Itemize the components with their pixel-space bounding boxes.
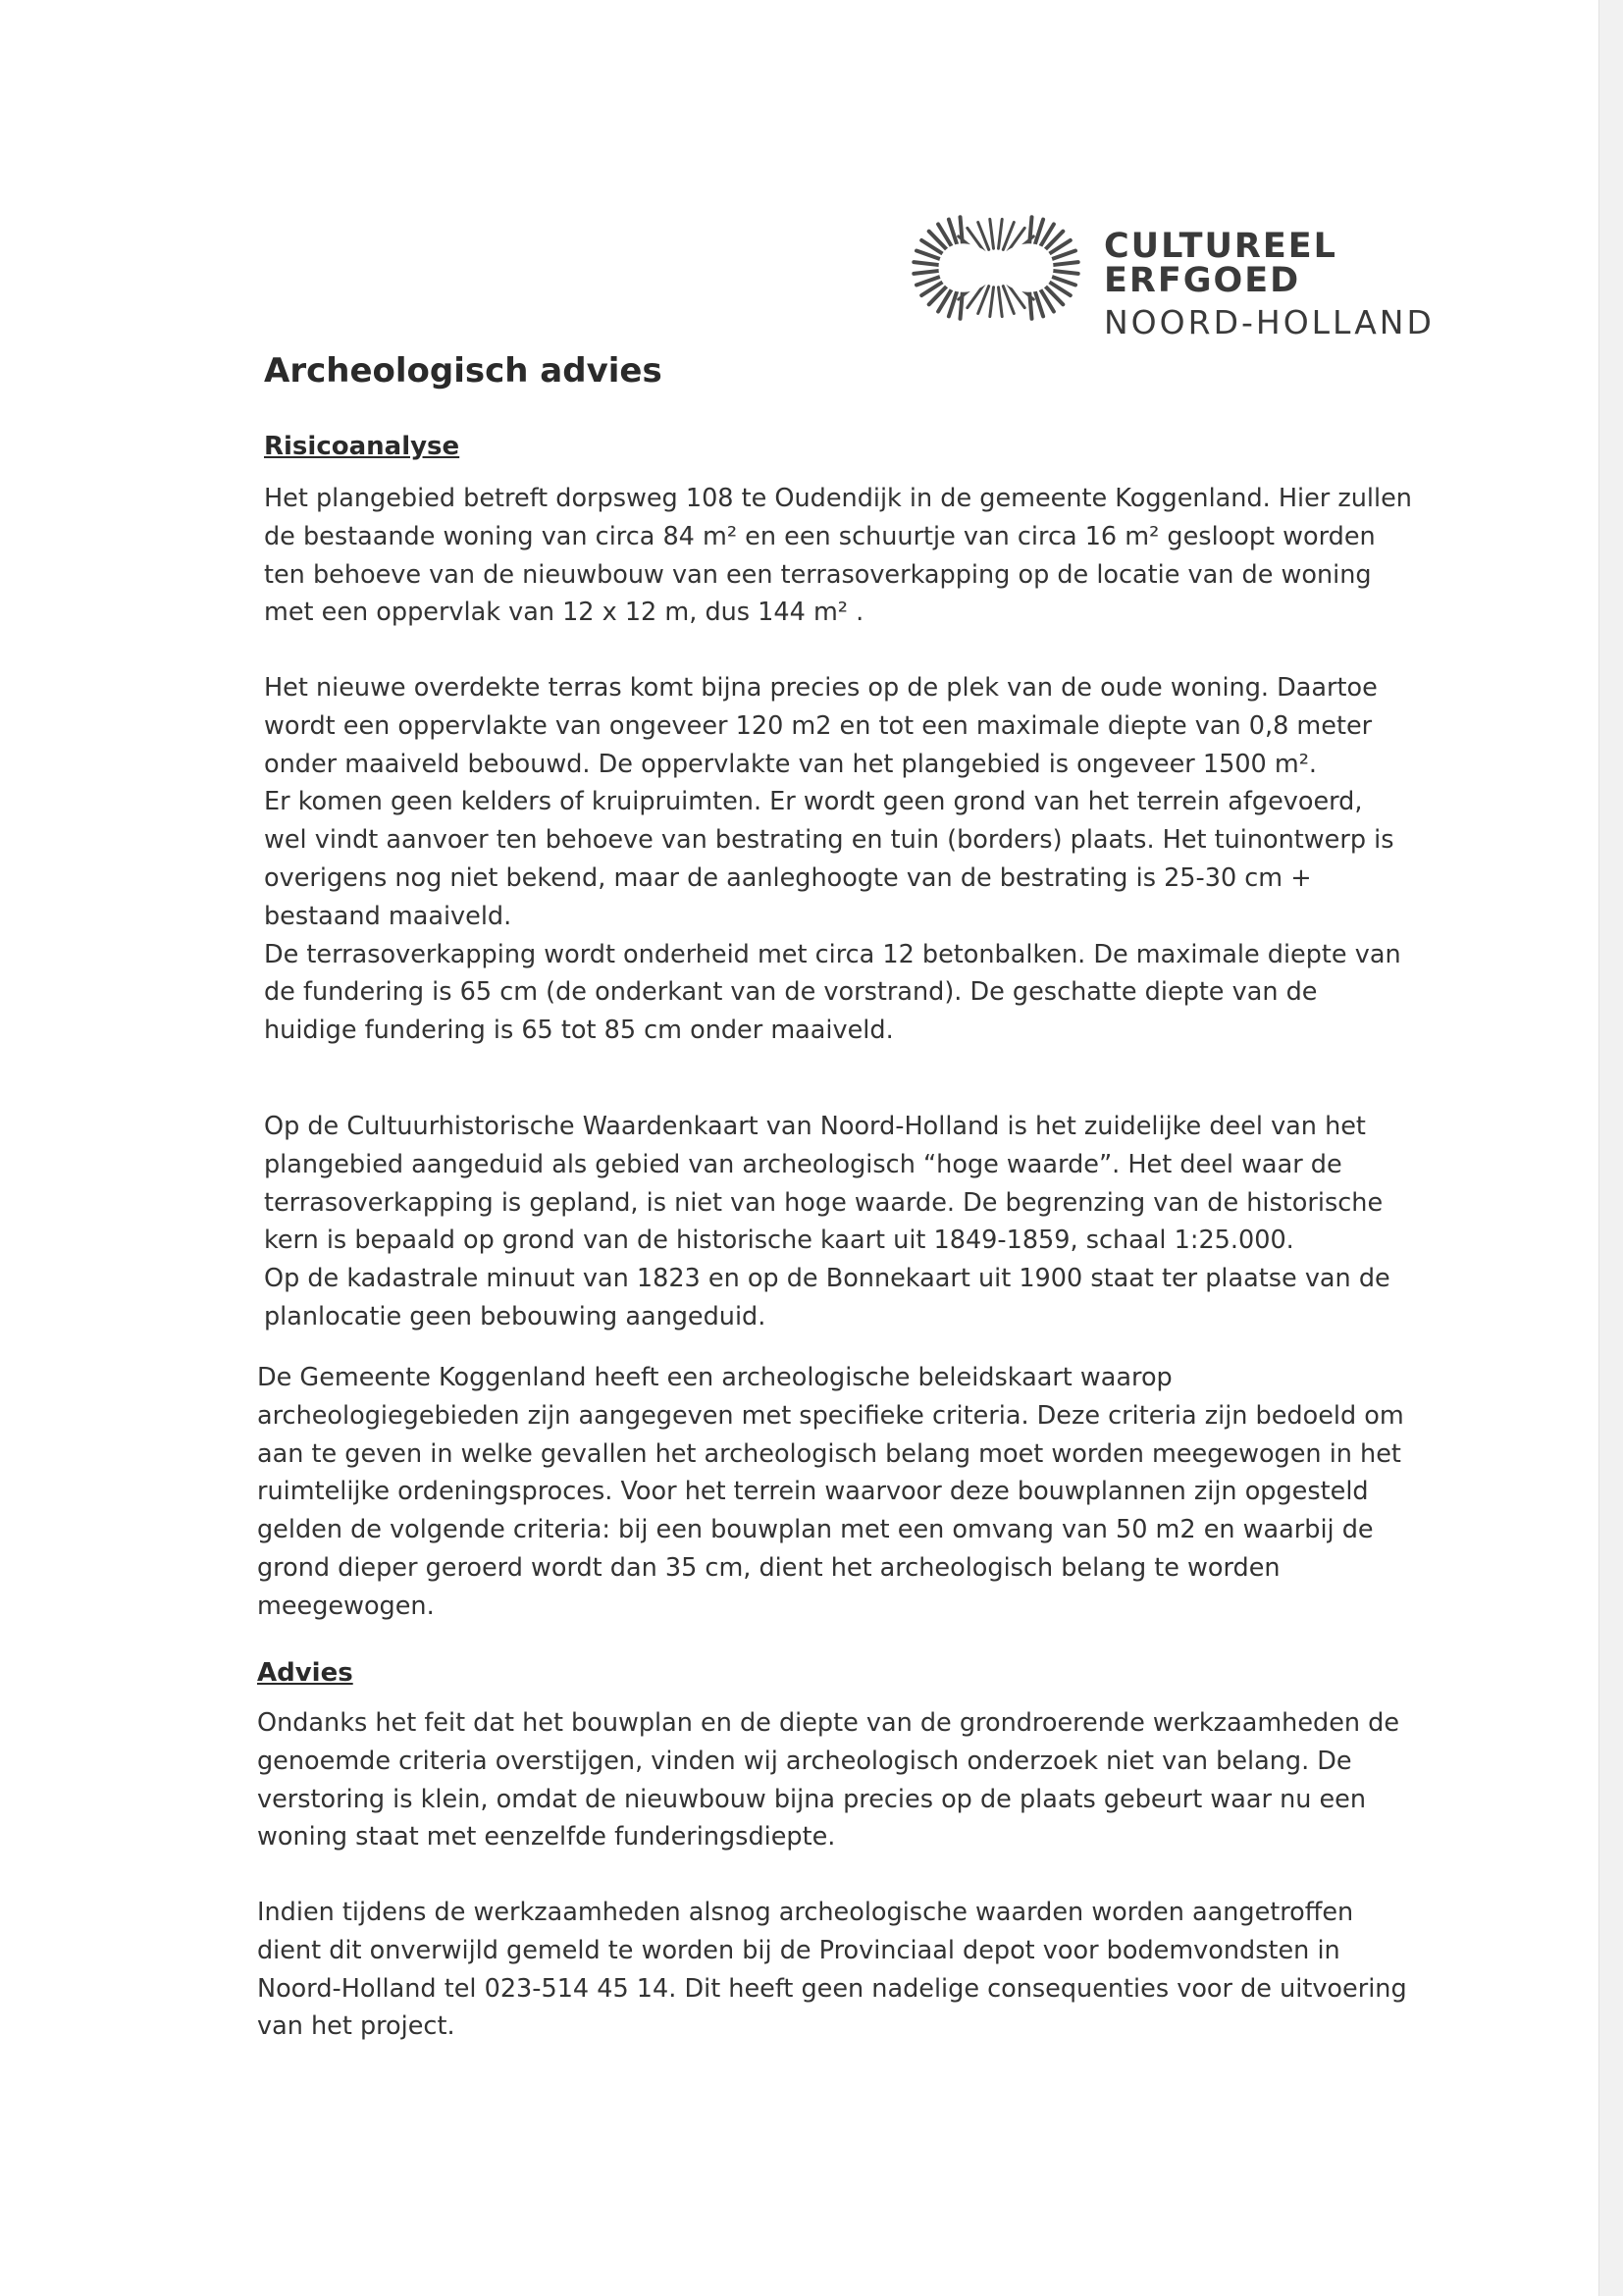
text-line: woning staat met eenzelfde funderingsdiepte. (257, 1822, 836, 1852)
text-line: gelden de volgende criteria: bij een bouwplan met een omvang van 50 m2 en waarbij de (257, 1515, 1374, 1545)
text-line: Het nieuwe overdekte terras komt bijna precies op de plek van de oude woning. Daartoe (264, 673, 1378, 703)
risicoanalyse-paragraph-2 (264, 669, 1401, 1050)
text-line: onder maaiveld bebouwd. De oppervlakte van het plangebied is ongeveer 1500 m². (264, 749, 1318, 779)
text-line: huidige fundering is 65 tot 85 cm onder maaiveld. (264, 1016, 894, 1046)
text-line: Het plangebied betreft dorpsweg 108 te Oudendijk in de gemeente Koggenland. Hier zullen (264, 484, 1412, 513)
infinity-sunburst-icon (908, 214, 1084, 322)
text-line: de fundering is 65 cm (de onderkant van de vorstrand). De geschatte diepte van de (264, 977, 1318, 1008)
text-line: Indien tijdens de werkzaamheden alsnog archeologische waarden worden aangetroffen (257, 1898, 1354, 1927)
text-line: Op de kadastrale minuut van 1823 en op de Bonnekaart uit 1900 staat ter plaatse van de (264, 1264, 1390, 1294)
text-line: wel vindt aanvoer ten behoeve van bestrating en tuin (borders) plaats. Het tuinontwerp is (264, 825, 1394, 856)
text-line: dient dit onverwijld gemeld te worden bij de Provinciaal depot voor bodemvondsten in (257, 1935, 1340, 1965)
text-line: Ondanks het feit dat het bouwplan en de diepte van de grondroerende werkzaamheden de (257, 1708, 1400, 1738)
advies-paragraph-2 (257, 1894, 1407, 2046)
logo-line-1: CULTUREEL ERFGOED (1104, 227, 1337, 300)
risicoanalyse-paragraph-1 (264, 480, 1412, 632)
text-line: van het project. (257, 2011, 455, 2042)
risicoanalyse-paragraph-4 (257, 1359, 1404, 1626)
text-line: bestaand maaiveld. (264, 901, 512, 931)
document-title: Archeologisch advies (264, 351, 662, 391)
text-line: overigens nog niet bekend, maar de aanleghoogte van de bestrating is 25-30 cm + (264, 862, 1312, 893)
text-line: meegewogen. (257, 1591, 435, 1621)
text-line: planlocatie geen bebouwing aangeduid. (264, 1301, 766, 1331)
text-line: archeologiegebieden zijn aangegeven met specifieke criteria. Deze criteria zijn bedoeld om (257, 1400, 1404, 1431)
scan-edge (1598, 0, 1623, 2296)
text-line: kern is bepaald op grond van de historische kaart uit 1849-1859, schaal 1:25.000. (264, 1226, 1294, 1256)
text-line: Noord-Holland tel 023-514 45 14. Dit heeft geen nadelige consequenties voor de uitvoering (257, 1973, 1407, 2004)
organization-logo (908, 214, 1496, 341)
risicoanalyse-paragraph-3 (264, 1108, 1390, 1336)
text-line: de bestaande woning van circa 84 m² en een schuurtje van circa 16 m² gesloopt worden (264, 521, 1376, 551)
text-line: verstoring is klein, omdat de nieuwbouw bijna precies op de plaats gebeurt waar nu een (257, 1784, 1367, 1814)
risicoanalyse-heading: Risicoanalyse (264, 432, 460, 461)
text-line: genoemde criteria overstijgen, vinden wij archeologisch onderzoek niet van belang. De (257, 1746, 1352, 1776)
advies-heading: Advies (257, 1658, 353, 1688)
logo-wordmark (1104, 227, 1496, 341)
text-line: ten behoeve van de nieuwbouw van een terrasoverkapping op de locatie van de woning (264, 559, 1372, 590)
text-line: De terrasoverkapping wordt onderheid met circa 12 betonbalken. De maximale diepte van (264, 939, 1401, 969)
text-line: ruimtelijke ordeningsproces. Voor het terrein waarvoor deze bouwplannen zijn opgesteld (257, 1477, 1369, 1507)
text-line: grond dieper geroerd wordt dan 35 cm, dient het archeologisch belang te worden (257, 1552, 1281, 1583)
text-line: aan te geven in welke gevallen het archeologisch belang moet worden meegewogen in het (257, 1438, 1401, 1469)
advies-paragraph-1 (257, 1704, 1399, 1856)
text-line: wordt een oppervlakte van ongeveer 120 m2 en tot een maximale diepte van 0,8 meter (264, 710, 1373, 741)
text-line: plangebied aangeduid als gebied van archeologisch “hoge waarde”. Het deel waar de (264, 1149, 1342, 1179)
text-line: met een oppervlak van 12 x 12 m, dus 144 m² . (264, 598, 864, 628)
text-line: Er komen geen kelders of kruipruimten. Er wordt geen grond van het terrein afgevoerd, (264, 787, 1363, 817)
text-line: Op de Cultuurhistorische Waardenkaart van Noord-Holland is het zuidelijke deel van het (264, 1112, 1366, 1141)
logo-line-2: NOORD-HOLLAND (1104, 303, 1435, 341)
text-line: De Gemeente Koggenland heeft een archeologische beleidskaart waarop (257, 1363, 1173, 1392)
text-line: terrasoverkapping is gepland, is niet van hoge waarde. De begrenzing van de historische (264, 1187, 1384, 1218)
